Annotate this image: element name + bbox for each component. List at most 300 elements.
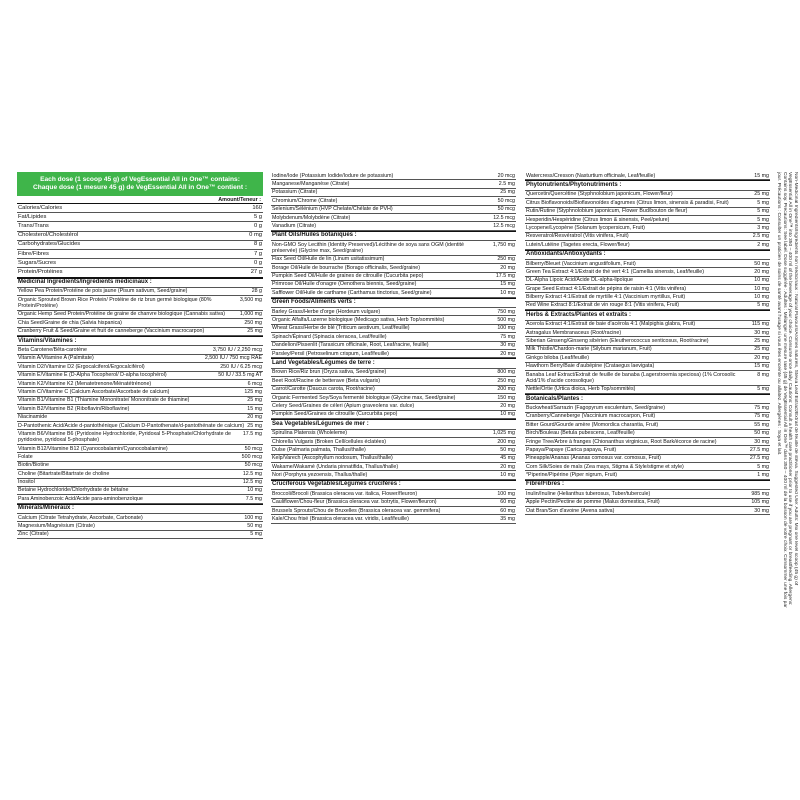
ingredient-row	[17, 487, 263, 495]
ingredient-row	[271, 394, 516, 402]
ingredient-amount: 0 g	[253, 222, 262, 229]
ingredient-amount: 60 mg	[500, 507, 515, 514]
ingredient-amount: 75 mg	[500, 333, 515, 340]
ingredient-name: Niacinamide	[18, 414, 48, 421]
ingredient-name: Celery Seed/Graines de céleri (Apium graveolens var. dulce)	[272, 402, 415, 409]
ingredient-amount: 6 mcg	[247, 380, 262, 387]
ingredient-row	[271, 438, 516, 446]
ingredient-amount: 105 mg	[751, 499, 769, 506]
ingredient-amount: 10 mg	[247, 487, 262, 494]
ingredient-row	[271, 350, 516, 358]
ingredient-row	[17, 328, 263, 336]
ingredient-name: Banaba Leaf Extract/Extrait de feuille de banaba (Lagerstroemia speciosa) (1% Corosolic Acid/1% d'acide corosolique)	[526, 371, 736, 384]
ingredient-row	[17, 453, 263, 461]
ingredient-amount: 75 mg	[754, 413, 769, 420]
ingredient-amount: 20 mg	[247, 414, 262, 421]
ingredient-name: Dulse (Palmaria palmata, Thallus/thalle)	[272, 446, 366, 453]
ingredient-amount: 15 mg	[247, 405, 262, 412]
ingredient-amount: 7 g	[253, 250, 262, 257]
ingredient-amount: 500 mg	[497, 317, 515, 324]
ingredient-amount: 100 mg	[244, 514, 262, 521]
ingredient-name: Calcium (Citrate Tetrahydrate, Ascorbate, Carbonate)	[18, 514, 143, 521]
ingredient-row	[525, 260, 770, 268]
ingredient-row	[17, 241, 263, 250]
ingredient-name: Flax Seed Oil/Huile de lin (Linum usitatissimum)	[272, 256, 385, 263]
ingredient-row	[525, 172, 770, 180]
ingredient-name: Green Tea Extract 4:1/Extrait de thé vert 4:1 (Camellia sinensis, Leaf/feuille)	[526, 268, 705, 275]
ingredient-name: Fringe Tree/Arbre à franges (Chionanthus virginicus, Root Bark/écorce de racine)	[526, 438, 717, 445]
ingredient-row	[17, 430, 263, 445]
ingredient-name: Broccoli/Brocoli (Brassica oleracea var. italica, Flower/fleuron)	[272, 490, 418, 497]
ingredient-row	[525, 471, 770, 479]
ingredient-amount: 250 mg	[497, 377, 515, 384]
ingredient-name: Parsley/Persil (Petroselinum crispum, Leaf/feuille)	[272, 350, 389, 357]
ingredient-name: Chromium/Chrome (Citrate)	[272, 197, 338, 204]
ingredient-row	[525, 277, 770, 285]
ingredient-row	[17, 380, 263, 388]
ingredient-amount: 25 mg	[754, 191, 769, 198]
ingredient-amount: 3 mg	[757, 224, 769, 231]
ingredient-row	[271, 411, 516, 419]
ingredient-name: Birch/Bouleau (Betula pubescens, Leaf/feuille)	[526, 430, 635, 437]
ingredient-amount: 30 mg	[754, 438, 769, 445]
ingredient-name: Wakame/Wakamé (Undaria pinnatifida, Thallus/thalle)	[272, 463, 399, 470]
section-heading: Phytonutrients/Phytonutriments :	[525, 180, 770, 190]
ingredient-amount: 2,500 IU / 750 mcg RAE	[204, 355, 262, 362]
ingredient-amount: 100 mg	[497, 490, 515, 497]
amount-label: Amount/Teneur :	[17, 196, 263, 204]
ingredient-row	[17, 388, 263, 396]
ingredient-row	[271, 446, 516, 454]
ingredient-name: Non-GMO Soy Lecithin (Identity Preserved)/Lécithine de soya sans OGM (identité préservée) (Glycine max, Seed/graine)	[272, 241, 464, 254]
ingredient-row	[271, 430, 516, 438]
ingredient-name: Vitamin B12/Vitamine B12 (Cyanocobalamin/Cyanocobalamine)	[18, 445, 168, 452]
ingredient-name: Pumpkin Seed/Graines de citrouille (Curcurbita pepo)	[272, 411, 398, 418]
ingredient-name: Wheat Grass/Herbe de blé (Triticum aestivum, Leaf/feuille)	[272, 325, 410, 332]
ingredient-amount: 50 mcg	[244, 445, 262, 452]
ingredient-name: Zinc (Citrate)	[18, 531, 49, 538]
ingredient-row	[17, 296, 263, 311]
ingredient-amount: 5 mg	[757, 463, 769, 470]
ingredient-row	[525, 337, 770, 345]
ingredient-name: Nori (Porphyra yezoensis, Thallus/thalle)	[272, 472, 368, 479]
ingredient-row	[525, 233, 770, 241]
ingredient-name: Cranberry Fruit & Seed/Graine et fruit de canneberge (Vaccinium macrocarpon)	[18, 328, 205, 335]
ingredient-amount: 17.5 mg	[495, 273, 515, 280]
ingredient-row	[525, 268, 770, 276]
ingredient-name: Choline (Bitartrate/Bitartrate de choline	[18, 470, 110, 477]
ingredient-amount: 200 mg	[497, 438, 515, 445]
ingredient-amount: 35 mg	[500, 516, 515, 523]
ingredient-amount: 50 IU / 33.5 mg AT	[218, 372, 262, 379]
ingredient-amount: 200 mg	[497, 386, 515, 393]
ingredient-amount: 25 mg	[754, 346, 769, 353]
ingredient-amount: 10 mg	[500, 472, 515, 479]
ingredient-row	[17, 462, 263, 470]
ingredient-name: Vitamin B6/Vitamine B6 (Pyridoxine Hydrochloride, Pyridoxal 5-Phosphate/Chlorhydrate de pyridoxine, pyridoxal 5-phosphate)	[18, 430, 231, 444]
ingredient-amount: 60 mg	[500, 499, 515, 506]
ingredient-row	[271, 289, 516, 297]
ingredient-row	[17, 414, 263, 422]
ingredient-row	[271, 325, 516, 333]
ingredient-amount: 125 mg	[244, 388, 262, 395]
ingredient-row	[271, 197, 516, 205]
ingredient-row	[17, 479, 263, 487]
ingredient-name: Fat/Lipides	[18, 213, 47, 220]
section-heading: Medicinal Ingredients/Ingrédients médicinaux :	[17, 278, 263, 288]
ingredient-amount: 20 mg	[500, 402, 515, 409]
ingredient-row	[17, 397, 263, 405]
ingredient-name: Fibre/Fibres	[18, 250, 49, 257]
ingredient-amount: 10 mg	[754, 277, 769, 284]
ingredient-name: Spirulina Platensis (Wholeleme)	[272, 430, 348, 437]
ingredient-row	[271, 316, 516, 324]
ingredient-name: Borage Oil/Huile de bourrache (Borago officinalis, Seed/graine)	[272, 264, 421, 271]
ingredient-row	[271, 455, 516, 463]
ingredient-row	[525, 404, 770, 412]
ingredient-name: Dandelion/Pissenlit (Taraxicum officinale, Root, Leaf/racine, feuille)	[272, 342, 429, 349]
ingredient-row	[17, 531, 263, 539]
ingredient-name: Protein/Protéines	[18, 268, 63, 275]
ingredient-amount: 15 mg	[754, 172, 769, 179]
section-heading: Fibre/Fibres :	[525, 480, 770, 490]
ingredient-amount: 150 mg	[497, 394, 515, 401]
ingredient-name: Trans/Trans	[18, 222, 49, 229]
ingredient-name: Astragalus Membranaceus (Root/racine)	[526, 329, 622, 336]
ingredient-name: Vanadium (Citrate)	[272, 222, 317, 229]
ingredient-row	[525, 446, 770, 454]
ingredient-row	[17, 250, 263, 259]
ingredient-amount: 5 mg	[757, 216, 769, 223]
ingredient-name: Cholesterol/Cholestérol	[18, 232, 79, 239]
ingredient-name: Inositol	[18, 479, 35, 486]
ingredient-row	[17, 514, 263, 522]
ingredient-row	[525, 463, 770, 471]
ingredient-row	[17, 222, 263, 231]
ingredient-row	[271, 333, 516, 341]
ingredient-row	[271, 515, 516, 523]
ingredient-name: Cranberry/Canneberge (Vaccinium macrocarpon, Fruit)	[526, 413, 656, 420]
ingredient-name: Oat Bran/Son d'avoine (Avena sativa)	[526, 507, 615, 514]
ingredient-row	[17, 311, 263, 319]
ingredient-row	[525, 499, 770, 507]
ingredient-amount: 20 mcg	[497, 172, 515, 179]
ingredient-amount: 10 mg	[754, 285, 769, 292]
ingredient-row	[17, 522, 263, 530]
ingredient-amount: 5 mg	[757, 386, 769, 393]
ingredient-row	[271, 402, 516, 410]
ingredient-row	[17, 204, 263, 213]
ingredient-name: Buckwheat/Sarrazin (Fagopyrum esculentum, Seed/graine)	[526, 404, 665, 411]
ingredient-name: Potassium (Citrate)	[272, 189, 318, 196]
ingredient-amount: 27 g	[250, 268, 262, 275]
ingredient-amount: 50 mcg	[244, 462, 262, 469]
ingredient-row	[525, 490, 770, 498]
ingredient-row	[271, 214, 516, 222]
ingredient-name: Papaya/Papaye (Carica papaya, Fruit)	[526, 446, 617, 453]
ingredient-name: Kale/Chou frisé (Brassica oleracea var. viridis, Leaf/feuille)	[272, 516, 409, 523]
ingredient-row	[271, 256, 516, 264]
ingredient-name: Spinach/Épinard (Spinacia oleracea, Leaf/feuille)	[272, 333, 387, 340]
ingredient-amount: 100 mg	[497, 325, 515, 332]
ingredient-row	[525, 208, 770, 216]
ingredient-row	[271, 241, 516, 256]
ingredient-amount: 2.5 mg	[498, 180, 515, 187]
ingredient-name: Vitamin C/Vitamine C (Calcium Ascorbate/Ascorbate de calcium)	[18, 388, 170, 395]
ingredient-amount: 160	[252, 204, 262, 211]
ingredient-amount: 15 mg	[754, 363, 769, 370]
ingredient-row	[271, 342, 516, 350]
ingredient-row	[271, 180, 516, 188]
panel-header	[17, 172, 263, 196]
ingredient-row	[17, 288, 263, 296]
ingredient-row	[525, 224, 770, 232]
ingredient-name: D-Pantothenic Acid/Acide d-pantothénique (Calcium D-Pantothenate/d-pantothénate de calcium)	[18, 422, 245, 429]
ingredient-name: Vitamin B2/Vitamine B2 (Riboflavin/Riboflavine)	[18, 405, 130, 412]
ingredient-name: Primrose Oil/Huile d'onagre (Oenothera biennis, Seed/graine)	[272, 281, 417, 288]
ingredient-row	[271, 471, 516, 479]
ingredient-row	[271, 189, 516, 197]
ingredient-row	[17, 363, 263, 371]
ingredient-row	[17, 355, 263, 363]
ingredient-row	[271, 264, 516, 272]
side-text-panel	[776, 172, 798, 612]
ingredient-row	[525, 216, 770, 224]
ingredient-row	[17, 268, 263, 277]
ingredient-amount: 5 g	[253, 213, 262, 220]
ingredient-name: Iodine/Iode (Potassium Iodide/Iodure de potassium)	[272, 172, 394, 179]
ingredient-name: Carbohydrates/Glucides	[18, 241, 81, 248]
ingredient-amount: 1,750 mg	[492, 241, 515, 248]
ingredient-row	[525, 421, 770, 429]
header-line-english: Each dose (1 scoop 45 g) of VegEssential All in One™ contains:	[40, 176, 240, 183]
ingredient-name: Pineapple/Ananas (Ananas comosus var. comosus, Fruit)	[526, 455, 661, 462]
ingredient-name: Biotin/Biotine	[18, 462, 49, 469]
ingredient-amount: 500 mcg	[241, 453, 262, 460]
ingredient-name: *Piperine/Pipérine (Piper nigrum, Fruit)	[526, 472, 617, 479]
ingredient-amount: 30 mg	[500, 342, 515, 349]
section-heading: Sea Vegetables/Légumes de mer :	[271, 419, 516, 429]
ingredient-amount: 50 mcg	[497, 206, 515, 213]
ingredient-name: Pumpkin Seed Oil/Huile de graines de citrouille (Cucurbita pepo)	[272, 273, 424, 280]
ingredient-row	[271, 222, 516, 230]
ingredient-row	[525, 507, 770, 515]
section-heading: Land Vegetables/Légumes de terre :	[271, 358, 516, 368]
ingredient-amount: 3,750 IU / 2,250 mcg	[212, 347, 262, 354]
ingredient-amount: 2 mg	[757, 241, 769, 248]
ingredient-row	[271, 172, 516, 180]
ingredient-row	[271, 386, 516, 394]
section-heading: Green Foods/Aliments verts :	[271, 298, 516, 308]
ingredient-name: Inulin/Inuline (Helianthus tuberosus, Tuber/tubercule)	[526, 490, 651, 497]
ingredient-row	[17, 405, 263, 413]
ingredient-row	[525, 241, 770, 249]
ingredient-amount: 250 IU / 6.25 mcg	[220, 363, 262, 370]
ingredient-name: Brussels Sprouts/Chou de Bruxelles (Brassica oleracea var. gemmifera)	[272, 507, 441, 514]
ingredient-row	[17, 259, 263, 268]
ingredient-amount: 25 mg	[247, 422, 262, 429]
ingredient-amount: 2.5 mg	[752, 233, 769, 240]
ingredient-amount: 5 mg	[757, 208, 769, 215]
ingredient-name: Red Wine Extract 8:1/Extrait de vin rouge 8:1 (Vitis vinifera, Fruit)	[526, 302, 679, 309]
ingredient-row	[271, 463, 516, 471]
ingredient-row	[525, 413, 770, 421]
side-instructions-text: Non-Medicinal Ingredients/Ingrédients non médicinaux : Natural Flavours/Arômes naturels, Stevia Leaf Extract/Extrait de feuille de stévia. Suggested Use: Adults: Mix one level scoop (45 g) of VegEssential All in One™ into 350 – 400 ml of the beverage of your choice. Consume once daily. Cautions: Consult a health care practitioner prior to use if you are pregnant or breastfeeding. Allergens: Contains soy. Precautions: See label. Dose suggérée : Adultes : Mélanger une mesure rase (45 g) de VegEssential All in One™ dans 350 – 400 ml de la boisson de votre choix. Consommer une fois par jour. Précautions : Consulter un praticien de soins de santé avant l'usage si vous êtes enceinte ou allaitez. Allergènes : Soya et lait.	[776, 172, 798, 608]
ingredient-name: Kelp/Varech (Ascophyllum nodosum, Thallus/thalle)	[272, 455, 393, 462]
ingredient-row	[525, 199, 770, 207]
ingredient-row	[17, 319, 263, 327]
ingredient-amount: 1,000 mg	[239, 311, 262, 318]
ingredient-name: Para Aminobenzoic Acid/Acide para-aminobenzoïque	[18, 495, 143, 502]
ingredient-amount: 10 mg	[754, 294, 769, 301]
ingredient-name: Resveratrol/Resvératrol (Vitis vinifera, Fruit)	[526, 233, 629, 240]
ingredient-amount: 10 mg	[500, 289, 515, 296]
section-heading: Plant Oils/Huiles botaniques :	[271, 231, 516, 241]
ingredient-row	[17, 470, 263, 478]
ingredient-row	[525, 321, 770, 329]
ingredient-name: Lycopene/Lycopène (Solanum lycopersicum, Fruit)	[526, 224, 645, 231]
ingredient-amount: 1,025 mg	[492, 430, 515, 437]
ingredient-row	[525, 386, 770, 394]
ingredient-name: Vitamin D2/Vitamine D2 (Ergocalciferol/Ergocalciférol)	[18, 363, 145, 370]
ingredient-amount: 28 g	[251, 288, 262, 295]
ingredient-name: Chia Seed/Graine de chia (Salvia hispanica)	[18, 319, 122, 326]
ingredient-name: Nettle/Ortie (Urtica dioica, Herb Top/sommités)	[526, 386, 636, 393]
ingredient-amount: 25 mg	[247, 328, 262, 335]
ingredient-amount: 25 mg	[754, 338, 769, 345]
ingredient-amount: 30 mg	[754, 507, 769, 514]
ingredient-name: Lutein/Lutéine (Tagetes erecta, Flower/fleur)	[526, 241, 630, 248]
ingredient-row	[17, 422, 263, 430]
ingredient-name: Chlorella Vulgaris (Broken Cell/cellules éclatées)	[272, 438, 387, 445]
ingredient-amount: 115 mg	[751, 321, 769, 328]
ingredient-name: Milk Thistle/Chardon-marie (Silybum marianum, Fruit)	[526, 346, 652, 353]
header-line-french: Chaque dose (1 mesure 45 g) de VegEssential All in One™ contient :	[32, 184, 248, 191]
ingredient-amount: 250 mg	[497, 256, 515, 263]
column-3-rows	[525, 172, 770, 515]
ingredient-row	[271, 206, 516, 214]
ingredient-name: Grape Seed Extract 4:1/Extrait de pépins de raisin 4:1 (Vitis vinifera)	[526, 285, 687, 292]
ingredient-row	[525, 363, 770, 371]
ingredient-name: Citrus Bioflavonoids/Bioflavonoïdes d'agrumes (Citrus limon, sinensis & paradisi, Fruit)	[526, 199, 729, 206]
ingredient-name: Watercress/Cresson (Nasturtium officinale, Leaf/feuille)	[526, 172, 656, 179]
ingredient-row	[525, 354, 770, 362]
ingredient-amount: 20 mg	[500, 350, 515, 357]
ingredient-row	[525, 346, 770, 354]
ingredient-name: Rutin/Rutine (Styphnolobium japonicum, Flower Bud/bouton de fleur)	[526, 208, 688, 215]
ingredient-name: Manganese/Manganèse (Citrate)	[272, 180, 350, 187]
ingredient-row	[271, 499, 516, 507]
ingredient-name: Vitamin E/Vitamine E (D-Alpha Tocopherol/ D-alpha tocophérol)	[18, 372, 167, 379]
ingredient-amount: 12.5 mg	[242, 470, 262, 477]
ingredient-amount: 750 mg	[497, 308, 515, 315]
ingredient-amount: 45 mg	[500, 455, 515, 462]
ingredient-amount: 1 mg	[757, 472, 769, 479]
nutrition-column-2	[271, 172, 516, 524]
ingredient-name: Yellow Pea Protein/Protéine de pois jaune (Pisum sativum, Seed/graine)	[18, 288, 188, 295]
ingredient-row	[17, 213, 263, 222]
ingredient-row	[271, 507, 516, 515]
ingredient-name: Molybdenum/Molybdène (Citrate)	[272, 214, 351, 221]
ingredient-name: Bilberry/Bleuet (Vaccinium angustifolium, Fruit)	[526, 260, 636, 267]
ingredient-amount: 0 g	[253, 259, 262, 266]
ingredient-amount: 25 mg	[247, 397, 262, 404]
ingredient-name: Siberian Ginseng/Ginseng sibérien (Eleutherococcus senticosus, Root/racine)	[526, 338, 709, 345]
ingredient-row	[525, 455, 770, 463]
ingredient-amount: 20 mg	[500, 463, 515, 470]
ingredient-amount: 50 mg	[500, 446, 515, 453]
ingredient-amount: 250 mg	[244, 319, 262, 326]
ingredient-amount: 20 mg	[754, 268, 769, 275]
ingredient-amount: 5 mg	[757, 302, 769, 309]
ingredient-amount: 55 mg	[754, 421, 769, 428]
ingredient-name: Organic Fermented Soy/Soya fermenté biologique (Glycine max, Seed/graine)	[272, 394, 456, 401]
ingredient-name: Carrot/Carotte (Daucus carota, Root/racine)	[272, 386, 375, 393]
ingredient-name: Apple Pectin/Pectine de pomme (Malus domestica, Fruit)	[526, 499, 660, 506]
ingredient-amount: 30 mg	[754, 329, 769, 336]
ingredient-name: Brown Rice/Riz brun (Oryza sativa, Seed/graine)	[272, 369, 387, 376]
section-heading: Botanicals/Plantes :	[525, 394, 770, 404]
ingredient-name: Calories/Calories	[18, 204, 63, 211]
column-2-rows	[271, 172, 516, 524]
section-heading: Minerals/Minéraux :	[17, 504, 263, 514]
ingredient-amount: 8 g	[253, 241, 262, 248]
ingredient-row	[525, 430, 770, 438]
ingredient-amount: 50 mg	[754, 430, 769, 437]
ingredient-name: Beet Root/Racine de betterave (Beta vulgaris)	[272, 377, 381, 384]
ingredient-row	[271, 490, 516, 498]
ingredient-amount: 50 mg	[247, 523, 262, 530]
ingredient-amount: 12.5 mcg	[493, 214, 515, 221]
nutrition-column-1	[17, 172, 263, 539]
column-1-rows	[17, 204, 263, 539]
ingredient-amount: 50 mg	[754, 260, 769, 267]
ingredient-amount: 12.5 mcg	[493, 222, 515, 229]
ingredient-name: Ginkgo biloba (Leaf/feuille)	[526, 354, 590, 361]
ingredient-name: Sugars/Sucres	[18, 259, 57, 266]
section-heading: Antioxidants/Antioxydants :	[525, 250, 770, 260]
ingredient-amount: 20 mg	[754, 354, 769, 361]
ingredient-name: Beta Carotene/Bêta-carotène	[18, 347, 87, 354]
ingredient-name: Organic Sprouted Brown Rice Protein/ Protéine de riz brun germé biologique (80% Protein/Protéine)	[18, 296, 212, 310]
ingredient-amount: 27.5 mg	[749, 455, 769, 462]
ingredient-name: Bitter Gourd/Gourde amère (Momordica charantia, Fruit)	[526, 421, 659, 428]
ingredient-amount: 5 mg	[757, 199, 769, 206]
ingredient-row	[271, 377, 516, 385]
ingredient-row	[525, 191, 770, 199]
ingredient-amount: 12.5 mg	[242, 479, 262, 486]
ingredient-amount: 5 mg	[250, 531, 262, 538]
section-heading: Herbs & Extracts/Plantes et extraits :	[525, 310, 770, 320]
ingredient-name: Hesperidin/Hespéridine (Citrus limon & sinensis, Peel/pelure)	[526, 216, 670, 223]
ingredient-name: Bilberry Extract 4:1/Extrait de myrtille 4:1 (Vaccinium myrtillus, Fruit)	[526, 294, 686, 301]
ingredient-row	[271, 369, 516, 377]
ingredient-name: Magnesium/Magnésium (Citrate)	[18, 523, 95, 530]
ingredient-row	[17, 346, 263, 354]
ingredient-name: Vitamin K2/Vitamine K2 (Menatetrenone/Ménatétrénone)	[18, 380, 152, 387]
ingredient-amount: 15 mg	[500, 281, 515, 288]
ingredient-row	[17, 445, 263, 453]
ingredient-row	[271, 273, 516, 281]
nutrition-column-3	[525, 172, 770, 515]
ingredient-amount: 985 mg	[751, 490, 769, 497]
ingredient-row	[525, 371, 770, 386]
ingredient-amount: 75 mg	[754, 404, 769, 411]
ingredient-name: Vitamin A/Vitamine A (Palmitate)	[18, 355, 94, 362]
ingredient-row	[17, 372, 263, 380]
ingredient-name: Betaine Hydrochloride/Chlorhydrate de bétaïne	[18, 487, 129, 494]
ingredient-amount: 17.5 mg	[242, 430, 262, 437]
